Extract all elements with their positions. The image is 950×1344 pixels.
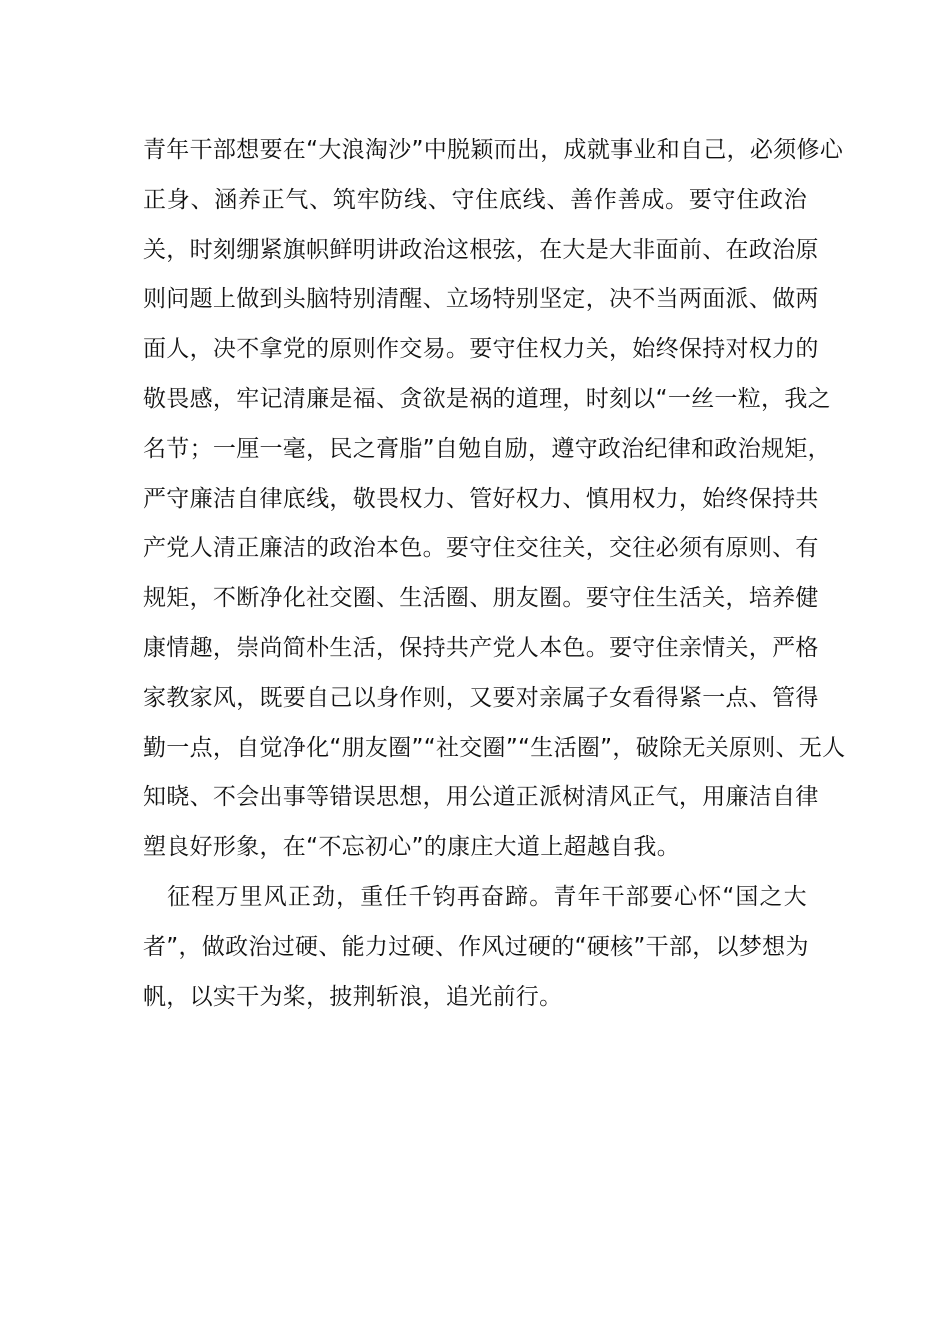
text-line: 家教家风，既要自己以身作则，又要对亲属子女看得紧一点、管得 bbox=[143, 684, 819, 711]
text-line: 正身、涵养正气、筑牢防线、守住底线、善作善成。要守住政治 bbox=[143, 186, 807, 213]
text-line: 则问题上做到头脑特别清醒、立场特别坚定，决不当两面派、做两 bbox=[143, 286, 819, 313]
text-line: 知晓、不会出事等错误思想，用公道正派树清风正气，用廉洁自律 bbox=[143, 784, 819, 811]
text-line: 帆，以实干为桨，披荆斩浪，追光前行。 bbox=[143, 983, 563, 1010]
paragraph-1 bbox=[143, 126, 846, 873]
text-line: 名节；一厘一毫，民之膏脂”自勉自励，遵守政治纪律和政治规矩， bbox=[143, 435, 831, 462]
text-line: 敬畏感，牢记清廉是福、贪欲是祸的道理，时刻以“一丝一粒，我之 bbox=[143, 385, 831, 412]
paragraph-2 bbox=[143, 873, 807, 1022]
text-line: 康情趣，崇尚简朴生活，保持共产党人本色。要守住亲情关，严格 bbox=[143, 634, 819, 661]
text-line: 关，时刻绷紧旗帜鲜明讲政治这根弦，在大是大非面前、在政治原 bbox=[143, 236, 819, 263]
text-line: 严守廉洁自律底线，敬畏权力、管好权力、慎用权力，始终保持共 bbox=[143, 485, 819, 512]
text-line: 青年干部想要在“大浪淘沙”中脱颖而出，成就事业和自己，必须修心 bbox=[143, 137, 844, 163]
text-line: 塑良好形象，在“不忘初心”的康庄大道上超越自我。 bbox=[143, 834, 681, 861]
text-line: 者”，做政治过硬、能力过硬、作风过硬的“硬核”干部，以梦想为 bbox=[143, 933, 809, 960]
text-line: 勤一点，自觉净化“朋友圈”“社交圈”“生活圈”，破除无关原则、无人 bbox=[143, 734, 846, 761]
document-body bbox=[143, 126, 846, 1022]
text-line: 征程万里风正劲，重任千钧再奋蹄。青年干部要心怀“国之大 bbox=[143, 883, 807, 910]
text-line: 面人，决不拿党的原则作交易。要守住权力关，始终保持对权力的 bbox=[143, 336, 819, 363]
text-line: 规矩，不断净化社交圈、生活圈、朋友圈。要守住生活关，培养健 bbox=[143, 585, 819, 612]
text-line: 产党人清正廉洁的政治本色。要守住交往关，交往必须有原则、有 bbox=[143, 535, 819, 562]
